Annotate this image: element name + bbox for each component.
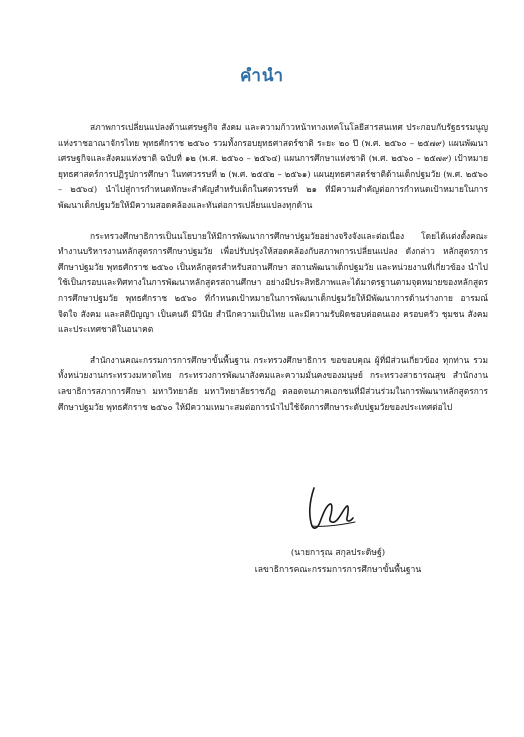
- handwritten-signature-icon: [300, 482, 360, 534]
- signatory-name: (นายการุณ สกุลประดิษฐ์): [290, 548, 386, 558]
- body-text: [58, 120, 488, 430]
- signatory-title: เลขาธิการคณะกรรมการการศึกษาขั้นพื้นฐาน: [254, 565, 422, 575]
- paragraph-3: สำนักงานคณะกรรมการการศึกษาขั้นพื้นฐาน กระทรวงศึกษาธิการ ขอขอบคุณ ผู้ที่มีส่วนเกี่ยวข้อง ทุกท่าน รวมทั้งหน่วยงานกระทรวงมหาดไทย กระทรวงการพัฒนาสังคมและความมั่นคงของมนุษย์ กระทรวงสาธารณสุข สำนักงานเลขาธิการสภาการศึกษา มหาวิทยาลัย มหาวิทยาลัยราชภัฏ ตลอดจนภาคเอกชนที่มีส่วนร่วมในการพัฒนาหลักสูตรการศึกษาปฐมวัย พุทธศักราช ๒๕๖๐ ให้มีความเหมาะสมต่อการนำไปใช้จัดการศึกษาระดับปฐมวัยของประเทศต่อไป: [58, 354, 488, 412]
- paragraph-2: กระทรวงศึกษาธิการเป็นนโยบายให้มีการพัฒนาการศึกษาปฐมวัยอย่างจริงจังและต่อเนื่อง โดยได้แต่งตั้งคณะทำงานบริหารงานหลักสูตรการศึกษาปฐมวัย เพื่อปรับปรุงให้สอดคล้องกับสภาพการเปลี่ยนแปลง ดังกล่าว หลักสูตรการศึกษาปฐมวัย พุทธศักราช ๒๕๖๐ เป็นหลักสูตรสำหรับสถานศึกษา สถานพัฒนาเด็กปฐมวัย และหน่วยงานที่เกี่ยวข้อง นำไปใช้เป็นกรอบและทิศทางในการพัฒนาหลักสูตรสถานศึกษา อย่างมีประสิทธิภาพและได้มาตรฐานตามจุดหมายของหลักสูตรการศึกษาปฐมวัย พุทธศักราช ๒๕๖๐ ที่กำหนดเป้าหมายในการพัฒนาเด็กปฐมวัยให้มีพัฒนาการด้านร่างกาย อารมณ์ จิตใจ สังคม และสติปัญญา เป็นคนดี มีวินัย สำนึกความเป็นไทย และมีความรับผิดชอบต่อตนเอง ครอบครัว ชุมชน สังคม และประเทศชาติในอนาคต: [58, 230, 488, 335]
- page-title: คำนำ: [239, 66, 285, 86]
- paragraph-1: สภาพการเปลี่ยนแปลงด้านเศรษฐกิจ สังคม และความก้าวหน้าทางเทคโนโลยีสารสนเทศ ประกอบกับรัฐธรรมนูญแห่งราชอาณาจักรไทย พุทธศักราช ๒๕๖๐ รวมทั้งกรอบยุทธศาสตร์ชาติ ระยะ ๒๐ ปี (พ.ศ. ๒๕๖๐ – ๒๕๗๙) แผนพัฒนาเศรษฐกิจและสังคมแห่งชาติ ฉบับที่ ๑๒ (พ.ศ. ๒๕๖๐ – ๒๕๖๔) แผนการศึกษาแห่งชาติ (พ.ศ. ๒๕๖๐ – ๒๕๗๙) เป้าหมายยุทธศาสตร์การปฏิรูปการศึกษา ในทศวรรษที่ ๒ (พ.ศ. ๒๕๕๒ – ๒๕๖๑) แผนยุทธศาสตร์ชาติด้านเด็กปฐมวัย (พ.ศ. ๒๕๖๐ – ๒๕๖๔) นำไปสู่การกำหนดทักษะสำคัญสำหรับเด็กในศตวรรษที่ ๒๑ ที่มีความสำคัญต่อการกำหนดเป้าหมายในการพัฒนาเด็กปฐมวัยให้มีความสอดคล้องและทันต่อการเปลี่ยนแปลงทุกด้าน: [58, 122, 488, 210]
